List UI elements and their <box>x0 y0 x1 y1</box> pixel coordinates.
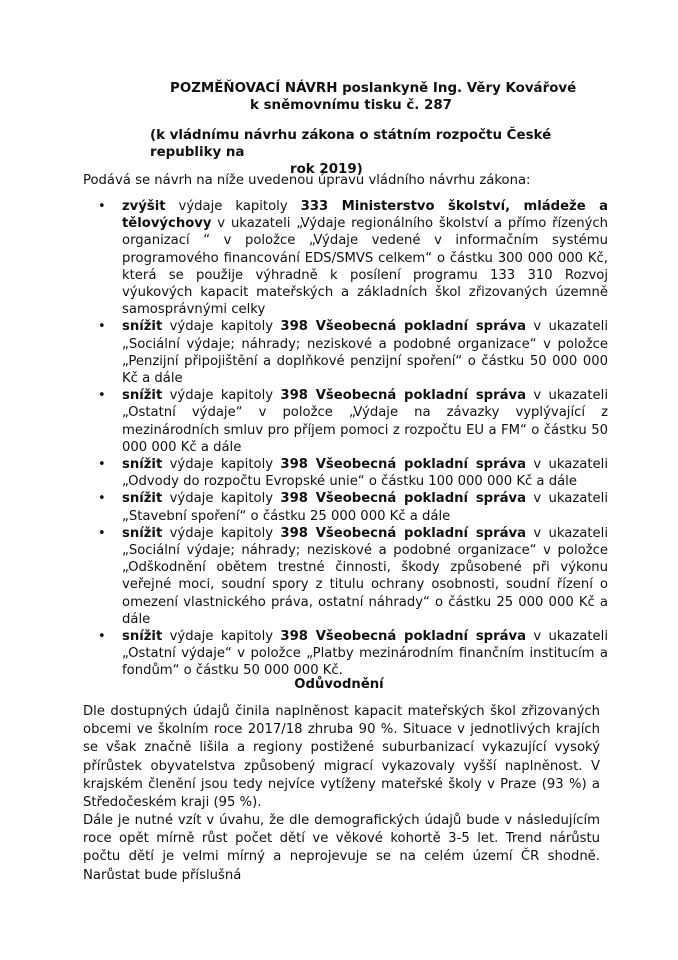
list-item <box>88 318 608 387</box>
list-item <box>88 456 608 490</box>
bullet-icon: • <box>98 525 106 541</box>
item-text: v ukazateli „Odvody do rozpočtu Evropské unie“ o částku 100 000 000 Kč a dále <box>122 457 608 490</box>
item-verb: zvýšit <box>122 199 166 214</box>
item-text: v ukazateli „Sociální výdaje; náhrady; neziskové a podobné organizace“ v položce „Odškodnění obětem trestné činnosti, škody způsobené při výkonu veřejné moci, soudní spory z titulu ochrany osobnosti, soudní řízení o omezení vlastnického práva, ostatní náhrady“ o částku 25 000 000 Kč a dále <box>122 525 608 627</box>
item-text: v ukazateli „Výdaje regionálního školství a přímo řízených organizací “ v položce „Výdaje vedené v informačním systému programového financování EDS/SMVS celkem“ o částku 300 000 000 Kč, která se použije výhradně k posílení programu 133 310 Rozvoj výukových kapacit mateřských a základních škol zřizovaných územně samosprávnými celky <box>122 216 608 318</box>
justification-paragraph-2: Dále je nutné vzít v úvahu, že dle demografických údajů bude v následujícím roce opět mírně růst počet dětí ve věkové kohortě 3-5 let. Trend nárůstu počtu dětí je velmi mírný a neprojevuje se na celém území ČR shodně. Narůstat bude příslušná <box>83 813 600 883</box>
item-chapter: 398 Všeobecná pokladní správa <box>280 525 527 541</box>
document-title <box>170 80 620 114</box>
list-item <box>88 628 608 680</box>
item-pre: výdaje kapitoly <box>162 319 281 335</box>
bullet-icon: • <box>98 388 106 404</box>
item-text: v ukazateli „Stavební spoření“ o částku 25 000 000 Kč a dále <box>122 491 608 524</box>
intro-text: Podává se návrh na níže uvedenou úpravu vládního návrhu zákona: <box>83 173 531 188</box>
document-subtitle <box>150 127 620 178</box>
list-item <box>88 198 608 318</box>
item-pre: výdaje kapitoly <box>165 199 301 214</box>
item-pre: výdaje kapitoly <box>162 491 281 507</box>
subtitle-line-2: rok 2019) <box>290 162 363 177</box>
item-chapter: 398 Všeobecná pokladní správa <box>280 319 527 335</box>
list-item <box>88 490 608 524</box>
item-verb: snížit <box>122 388 163 404</box>
bullet-icon: • <box>98 319 106 335</box>
item-chapter: 333 Ministerstvo školství, mládeže a tělovýchovy <box>122 199 608 232</box>
amendment-list <box>88 198 608 680</box>
list-item <box>88 525 608 628</box>
justification-paragraph-1: Dle dostupných údajů činila naplněnost kapacit mateřských škol zřizovaných obcemi ve školním roce 2017/18 zhruba 90 %. Situace v jednotlivých krajích se však značně lišila a regiony postižené suburbanizací vykazující vysoký přírůstek obyvatelstva způsobený migrací vykazovaly vyšší naplněnost. V krajském členění jsou tedy nejvíce vytíženy mateřské školy v Praze (93 %) a Středočeském kraji (95 %). <box>83 704 600 811</box>
item-pre: výdaje kapitoly <box>162 457 281 473</box>
item-text: v ukazateli „Ostatní výdaje“ v položce „Výdaje na závazky vyplývající z mezinárodních smluv pro příjem pomoci z rozpočtu EU a FM“ o částku 50 000 000 Kč a dále <box>122 388 608 455</box>
item-verb: snížit <box>122 319 163 335</box>
item-pre: výdaje kapitoly <box>162 525 281 541</box>
item-text: v ukazateli „Sociální výdaje; náhrady; neziskové a podobné organizace“ v položce „Penzijní připojištění a doplňkové penzijní spoření“ o částku 50 000 000 Kč a dále <box>122 319 608 387</box>
item-verb: snížit <box>122 457 163 473</box>
item-verb: snížit <box>122 525 163 541</box>
item-pre: výdaje kapitoly <box>162 629 281 645</box>
item-verb: snížit <box>122 629 163 645</box>
bullet-icon: • <box>98 491 106 507</box>
title-line-2: k sněmovnímu tisku č. 287 <box>250 98 453 113</box>
item-chapter: 398 Všeobecná pokladní správa <box>280 388 527 404</box>
title-line-1: POZMĚŇOVACÍ NÁVRH poslankyně Ing. Věry Kovářové <box>170 81 577 96</box>
subtitle-line-1: (k vládnímu návrhu zákona o státním rozpočtu České republiky na <box>150 128 552 160</box>
item-chapter: 398 Všeobecná pokladní správa <box>280 457 527 473</box>
bullet-icon: • <box>98 199 106 214</box>
bullet-icon: • <box>98 457 106 473</box>
justification-heading: Odůvodnění <box>294 677 384 692</box>
item-pre: výdaje kapitoly <box>162 388 281 404</box>
list-item <box>88 387 608 456</box>
item-verb: snížit <box>122 491 163 507</box>
item-chapter: 398 Všeobecná pokladní správa <box>280 491 527 507</box>
item-chapter: 398 Všeobecná pokladní správa <box>280 629 527 645</box>
item-text: v ukazateli „Ostatní výdaje“ v položce „Platby mezinárodním finančním institucím a fondům“ o částku 50 000 000 Kč. <box>122 629 608 679</box>
bullet-icon: • <box>98 629 106 645</box>
